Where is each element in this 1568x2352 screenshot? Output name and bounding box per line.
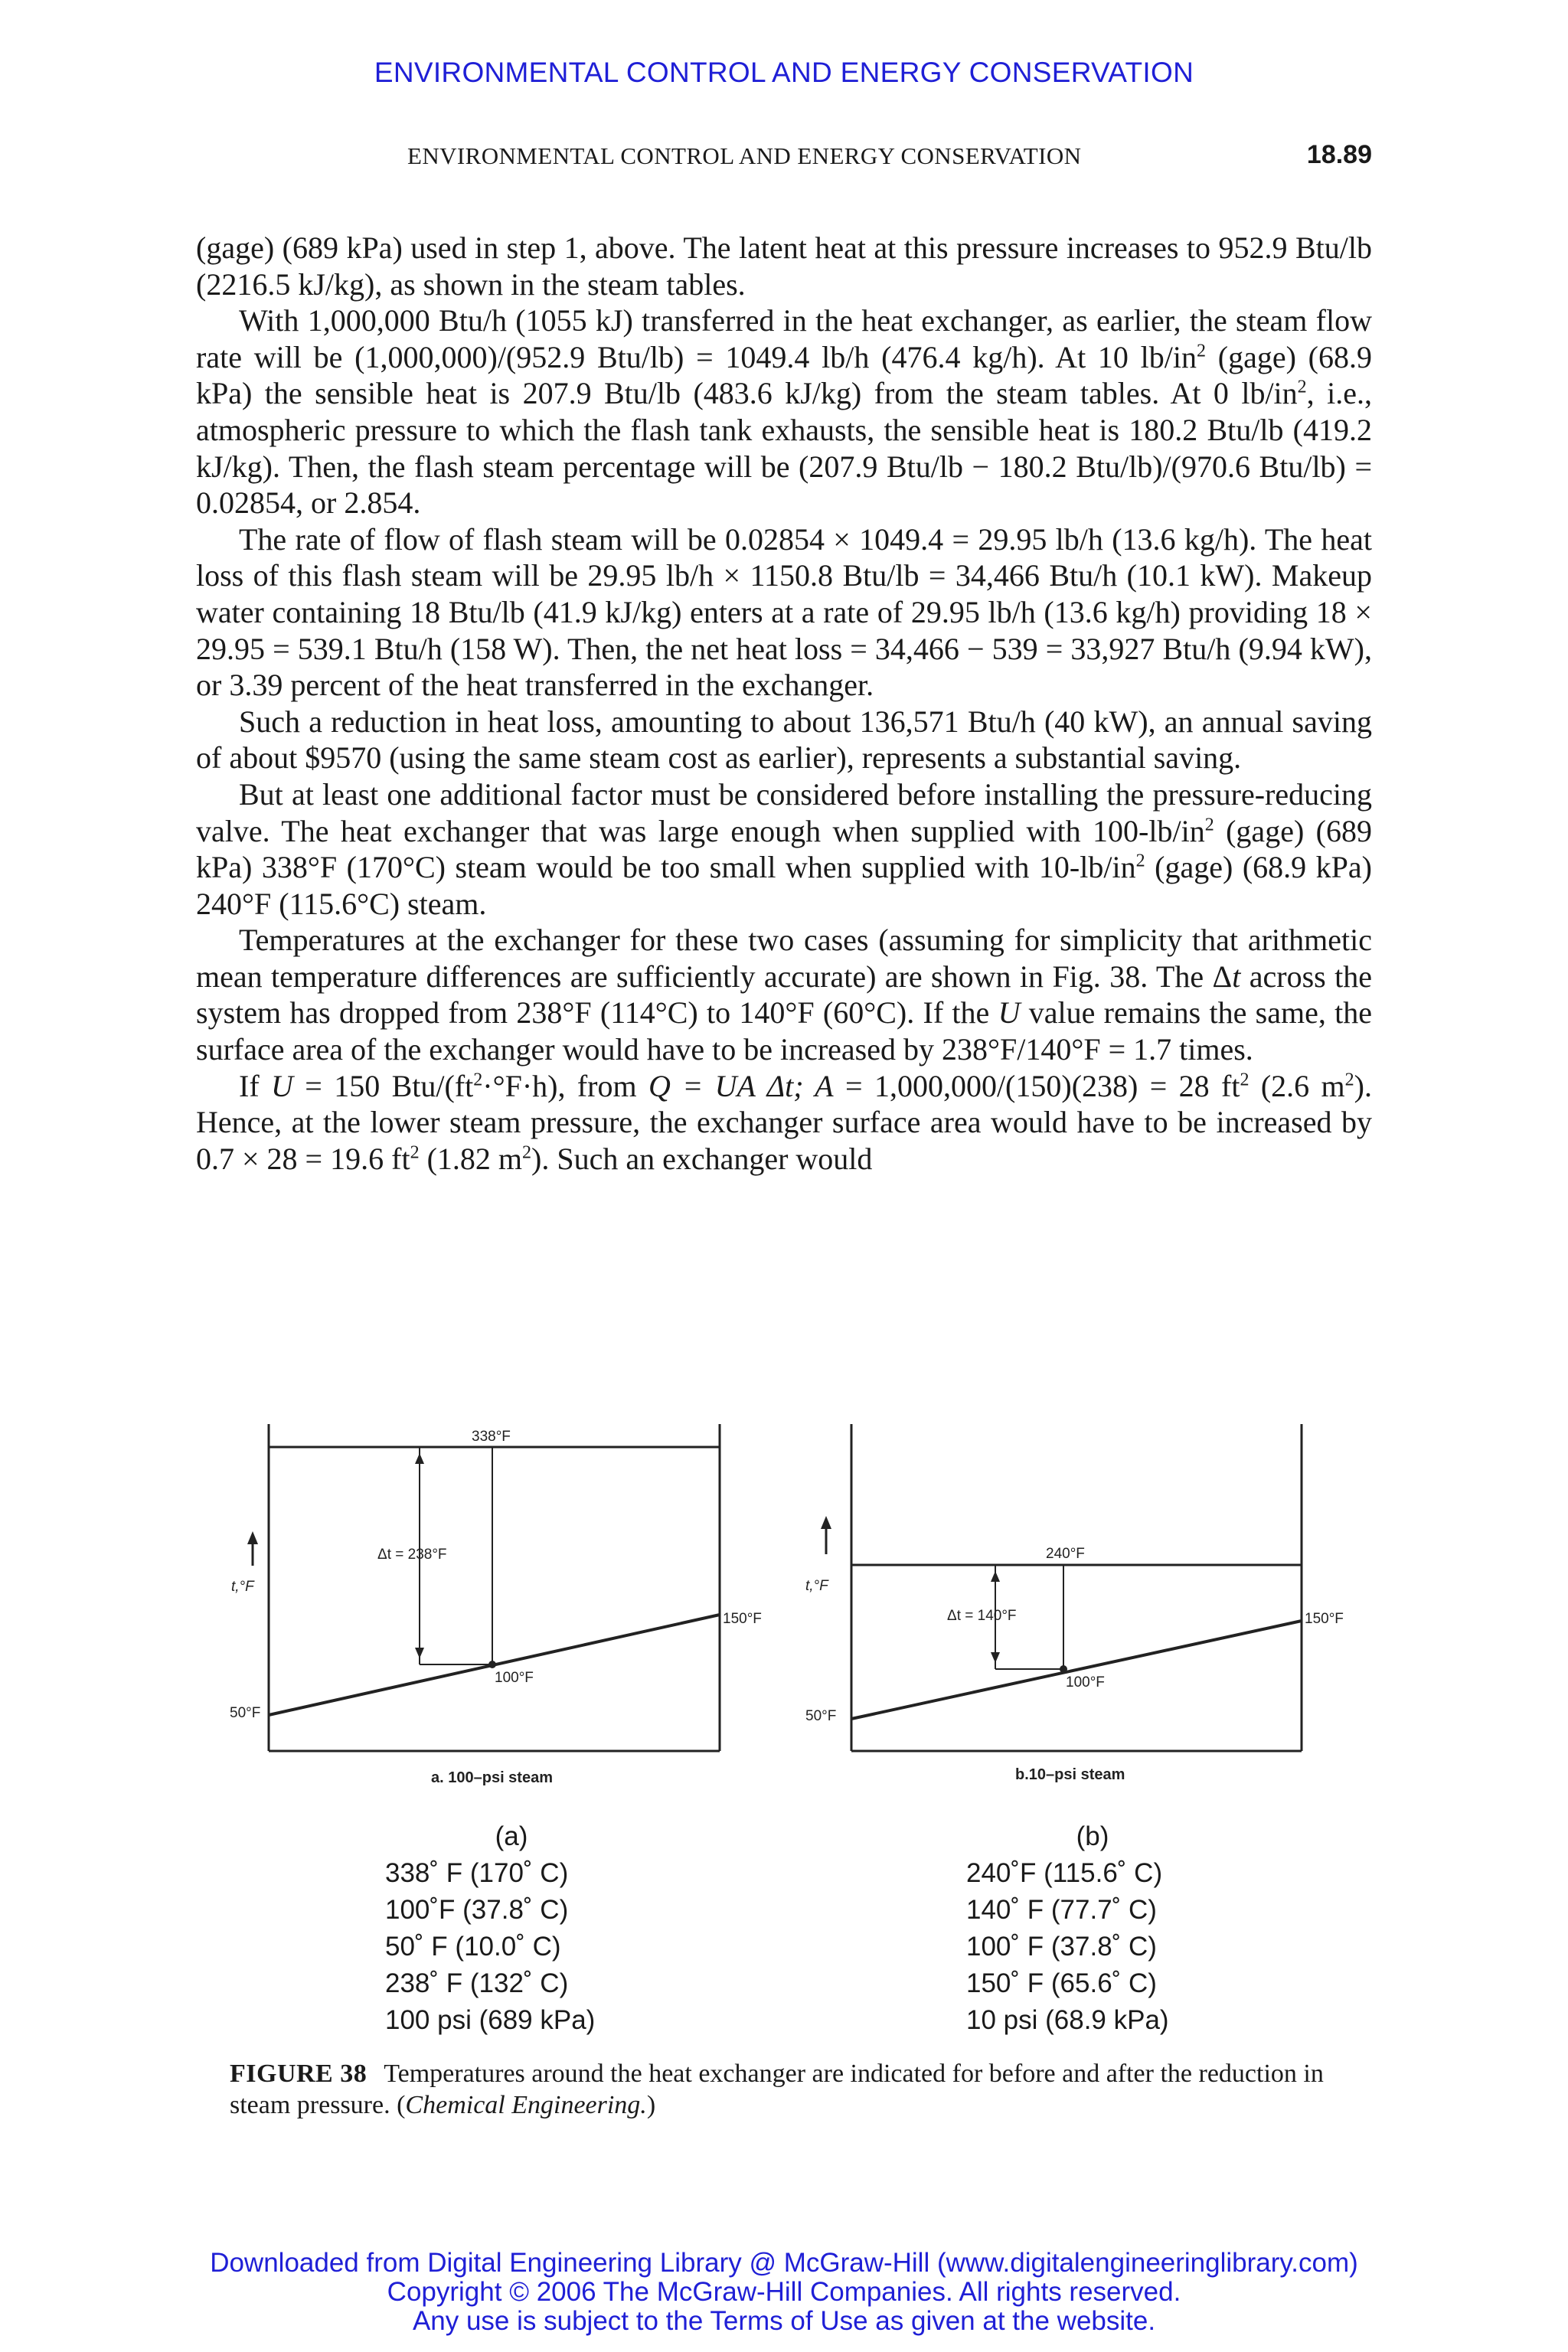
superscript: 2 <box>473 1070 483 1090</box>
text-run: = 1,000,000/(150)(238) = 28 ft <box>833 1068 1240 1103</box>
body-text <box>196 230 1372 1177</box>
superscript: 2 <box>1240 1070 1250 1090</box>
text-run: across the system has dropped from 238°F (114°C) to 140°F (60°C). If the <box>196 959 1372 1031</box>
midpoint-dot <box>488 1661 496 1668</box>
figure-caption <box>230 2058 1348 2121</box>
paragraph-1: (gage) (689 kPa) used in step 1, above. The latent heat at this pressure increases to 952.9 Btu/lb (2216.5 kJ/kg), as shown in the steam tables. <box>196 230 1372 302</box>
paragraph-2 <box>196 302 1372 521</box>
legend-a-item: 100˚F (37.8˚ C) <box>385 1895 569 1925</box>
legend-a-item: 50˚ F (10.0˚ C) <box>385 1932 561 1962</box>
text-run: ). Hence, at the lower steam pressure, the exchanger surface area would have to be increased by 0.7 × 28 = 19.6 ft <box>196 1068 1372 1176</box>
arrowhead-icon <box>415 1648 424 1658</box>
superscript: 2 <box>1297 377 1307 398</box>
text-run: But at least one additional factor must be considered before installing the pressure-reducing valve. The heat exchanger that was large enough when supplied with 100-lb/in <box>196 776 1372 848</box>
paragraph-5 <box>196 776 1372 922</box>
legend-b-item: 10 psi (68.9 kPa) <box>966 2005 1169 2035</box>
footer-link[interactable]: Downloaded from Digital Engineering Library @ McGraw-Hill (www.digitalengineeringlibrary.com) <box>210 2248 1358 2278</box>
paragraph-4: Such a reduction in heat loss, amounting to about 136,571 Btu/h (40 kW), an annual saving of about $9570 (using the same steam cost as earlier), represents a substantial saving. <box>196 704 1372 776</box>
panel-b-mid-temp: 100°F <box>1066 1674 1105 1690</box>
panel-b-outlet-temp: 150°F <box>1305 1611 1344 1627</box>
caption-close: ) <box>646 2091 656 2119</box>
figure-38-diagram <box>214 1409 1363 1792</box>
running-head: ENVIRONMENTAL CONTROL AND ENERGY CONSERVATION <box>407 142 1082 169</box>
legend-column-a <box>385 1818 638 2039</box>
legend-b-header: (b) <box>1076 1821 1109 1851</box>
panel-a-delta-label: Δt = 238°F <box>377 1547 447 1563</box>
superscript: 2 <box>1197 341 1207 361</box>
page-number: 18.89 <box>1306 140 1372 169</box>
panel-b-inlet-temp: 50°F <box>805 1708 837 1724</box>
arrowhead-icon <box>415 1453 424 1464</box>
heat-exchanger-diagram <box>214 1409 1363 1792</box>
midpoint-dot <box>1060 1665 1067 1673</box>
text-run: If <box>239 1068 272 1103</box>
footer-terms: Any use is subject to the Terms of Use as given at the website. <box>412 2306 1156 2336</box>
footer-copyright: Copyright © 2006 The McGraw-Hill Companies. All rights reserved. <box>387 2277 1181 2307</box>
paragraph-7 <box>196 1068 1372 1178</box>
superscript: 2 <box>1204 815 1214 835</box>
text-run: (1.82 m <box>419 1141 522 1176</box>
superscript: 2 <box>522 1142 531 1163</box>
legend-column-b <box>966 1818 1219 2039</box>
legend-b-item: 240˚F (115.6˚ C) <box>966 1858 1163 1888</box>
legend-a-item: 238˚ F (132˚ C) <box>385 1968 569 1998</box>
caption-source: Chemical Engineering. <box>405 2091 647 2119</box>
legend-b-item: 140˚ F (77.7˚ C) <box>966 1895 1157 1925</box>
panel-a-inlet-temp: 50°F <box>230 1705 261 1721</box>
legend-b-item: 100˚ F (37.8˚ C) <box>966 1932 1157 1962</box>
legend-a-item: 100 psi (689 kPa) <box>385 2005 596 2035</box>
text-run-italic: t <box>1232 959 1241 994</box>
text-run: ). Such an exchanger would <box>531 1141 873 1176</box>
arrowhead-icon <box>247 1531 258 1544</box>
paragraph-6 <box>196 922 1372 1067</box>
arrowhead-icon <box>821 1516 831 1529</box>
panel-a-outlet-temp: 150°F <box>723 1611 762 1627</box>
arrowhead-icon <box>991 1571 1000 1582</box>
superscript: 2 <box>1344 1070 1354 1090</box>
panel-a-mid-temp: 100°F <box>495 1670 534 1686</box>
legend-b-item: 150˚ F (65.6˚ C) <box>966 1968 1157 1998</box>
legend-a-item: 338˚ F (170˚ C) <box>385 1858 569 1888</box>
text-run: (gage) (68.9 kPa) the sensible heat is 207.9 Btu/lb (483.6 kJ/kg) from the steam tables. At 0 lb/in <box>196 339 1373 411</box>
text-run: = 150 Btu/(ft <box>292 1068 474 1103</box>
legend-a-header: (a) <box>495 1821 528 1851</box>
panel-b-water-line <box>851 1621 1302 1719</box>
text-run-italic: U <box>271 1068 293 1103</box>
figure-number: FIGURE 38 <box>230 2060 368 2088</box>
text-run: value remains the same, the surface area of the exchanger would have to be increased by 238°F/140°F = 1.7 times. <box>196 995 1372 1067</box>
panel-b-axis-label: t,°F <box>805 1578 828 1594</box>
superscript: 2 <box>1135 851 1145 871</box>
superscript: 2 <box>410 1142 420 1163</box>
footer-notice <box>0 2249 1568 2336</box>
caption-text: Temperatures around the heat exchanger are indicated for before and after the reduction in steam pressure. ( <box>230 2060 1324 2119</box>
text-run: (gage) (689 kPa) 338°F (170°C) steam would be too small when supplied with 10-lb/in <box>196 813 1372 885</box>
paragraph-3: The rate of flow of flash steam will be 0.02854 × 1049.4 = 29.95 lb/h (13.6 kg/h). The heat loss of this flash steam will be 29.95 lb/h × 1150.8 Btu/lb = 34,466 Btu/h (10.1 kW). Makeup water containing 18 Btu/lb (41.9 kJ/kg) enters at a rate of 29.95 lb/h (13.6 kg/h) providing 18 × 29.95 = 539.1 Btu/h (158 W). Then, the net heat loss = 34,466 − 539 = 33,927 Btu/h (9.94 kW), or 3.39 percent of the heat transferred in the exchanger. <box>196 521 1372 703</box>
text-run: (gage) (68.9 kPa) 240°F (115.6°C) steam. <box>196 850 1372 921</box>
arrowhead-icon <box>991 1652 1000 1663</box>
text-run-italic: Q = UA Δt; A <box>648 1068 834 1103</box>
panel-b-caption: b.10–psi steam <box>1015 1766 1125 1783</box>
panel-a-axis-label: t,°F <box>231 1579 254 1595</box>
text-run-italic: U <box>998 995 1021 1031</box>
text-run: With 1,000,000 Btu/h (1055 kJ) transferred in the heat exchanger, as earlier, the steam flow rate will be (1,000,000)/(952.9 Btu/lb) = 1049.4 lb/h (476.4 kg/h). At 10 lb/in <box>196 303 1372 374</box>
top-banner-link[interactable]: ENVIRONMENTAL CONTROL AND ENERGY CONSERVATION <box>374 57 1194 88</box>
text-run: , i.e., atmospheric pressure to which the flash tank exhausts, the sensible heat is 180.2 Btu/lb (419.2 kJ/kg). Then, the flash steam percentage will be (207.9 Btu/lb − 180.2 Btu/lb)/(970.6 Btu/lb) = 0.02854, or 2.854. <box>196 376 1372 521</box>
text-run: (2.6 m <box>1249 1068 1345 1103</box>
panel-a-steam-temp: 338°F <box>472 1429 511 1445</box>
text-run: Temperatures at the exchanger for these two cases (assuming for simplicity that arithmetic mean temperature differences are sufficiently accurate) are shown in Fig. 38. The Δ <box>196 923 1372 994</box>
panel-a-caption: a. 100–psi steam <box>431 1769 553 1786</box>
panel-b-steam-temp: 240°F <box>1046 1546 1085 1562</box>
panel-b-delta-label: Δt = 140°F <box>947 1608 1017 1624</box>
text-run: ·°F·h), from <box>482 1068 648 1103</box>
